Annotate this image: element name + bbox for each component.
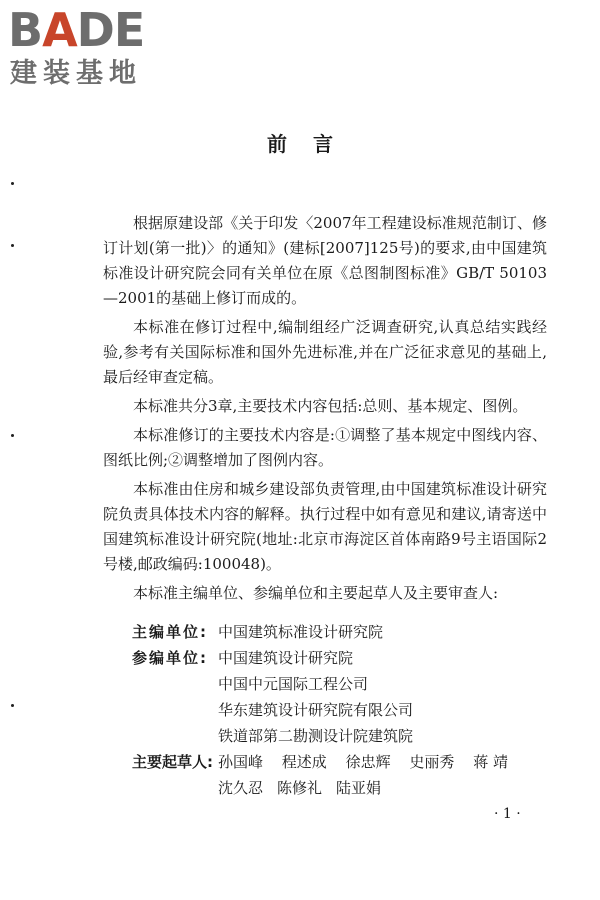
paragraph-6: 本标准主编单位、参编单位和主要起草人及主要审查人: bbox=[133, 584, 499, 602]
participants-row bbox=[132, 671, 522, 697]
logo-subtitle: 建装基地 bbox=[10, 58, 142, 89]
participant-org: 中国建筑设计研究院 bbox=[218, 649, 354, 667]
drafters-row bbox=[132, 775, 522, 801]
scan-speck bbox=[11, 434, 14, 437]
drafter-name: 蒋 靖 bbox=[473, 753, 508, 771]
logo-wordmark: BADE bbox=[8, 3, 145, 57]
drafters-row bbox=[132, 749, 522, 775]
paragraph-3: 本标准共分3章,主要技术内容包括:总则、基本规定、图例。 bbox=[133, 397, 528, 415]
participants-row bbox=[132, 723, 522, 749]
drafter-name: 陈修礼 bbox=[277, 779, 323, 797]
drafter-name: 孙国峰 bbox=[218, 753, 264, 771]
brand-logo bbox=[8, 4, 178, 94]
chief-editor-row bbox=[132, 619, 522, 645]
scan-speck bbox=[11, 182, 14, 185]
scan-speck bbox=[11, 704, 14, 707]
drafters-label: 主要起草人: bbox=[132, 753, 213, 771]
drafter-name: 史丽秀 bbox=[409, 753, 455, 771]
participants-label: 参编单位: bbox=[132, 649, 208, 667]
participant-org: 华东建筑设计研究院有限公司 bbox=[218, 701, 414, 719]
chief-editor-label: 主编单位: bbox=[132, 623, 208, 641]
paragraph-2: 本标准在修订过程中,编制组经广泛调查研究,认真总结实践经验,参考有关国际标准和国外先进标准,并在广泛征求意见的基础上,最后经审查定稿。 bbox=[103, 318, 547, 386]
paragraph-4: 本标准修订的主要技术内容是:①调整了基本规定中图线内容、图纸比例;②调整增加了图例内容。 bbox=[103, 426, 547, 469]
paragraph-1: 根据原建设部《关于印发〈2007年工程建设标准规范制订、修订计划(第一批)〉的通知》(建标[2007]125号)的要求,由中国建筑标准设计研究院会同有关单位在原《总图制图标准》GB/T 50103—2001的基础上修订而成的。 bbox=[103, 214, 547, 307]
drafter-names bbox=[218, 749, 522, 775]
paragraph-5: 本标准由住房和城乡建设部负责管理,由中国建筑标准设计研究院负责具体技术内容的解释。执行过程中如有意见和建议,请寄送中国建筑标准设计研究院(地址:北京市海淀区首体南路9号主语国际2号楼,邮政编码:100048)。 bbox=[103, 480, 547, 573]
drafter-name: 沈久忍 bbox=[218, 779, 264, 797]
drafter-name: 徐忠辉 bbox=[345, 753, 391, 771]
page-title: 前言 bbox=[267, 132, 359, 156]
drafter-name: 程述成 bbox=[281, 753, 327, 771]
participant-org: 中国中元国际工程公司 bbox=[218, 675, 369, 693]
chief-editor-org: 中国建筑标准设计研究院 bbox=[218, 623, 384, 641]
logo-accent-letter: A bbox=[42, 3, 77, 57]
participant-org: 铁道部第二勘测设计院建筑院 bbox=[218, 727, 414, 745]
preface-body bbox=[103, 211, 547, 610]
page-number: · 1 · bbox=[494, 806, 521, 822]
participants-row bbox=[132, 645, 522, 671]
drafter-name: 陆亚娟 bbox=[336, 779, 382, 797]
scan-speck bbox=[11, 244, 14, 247]
contributors-list bbox=[132, 619, 522, 801]
participants-row bbox=[132, 697, 522, 723]
